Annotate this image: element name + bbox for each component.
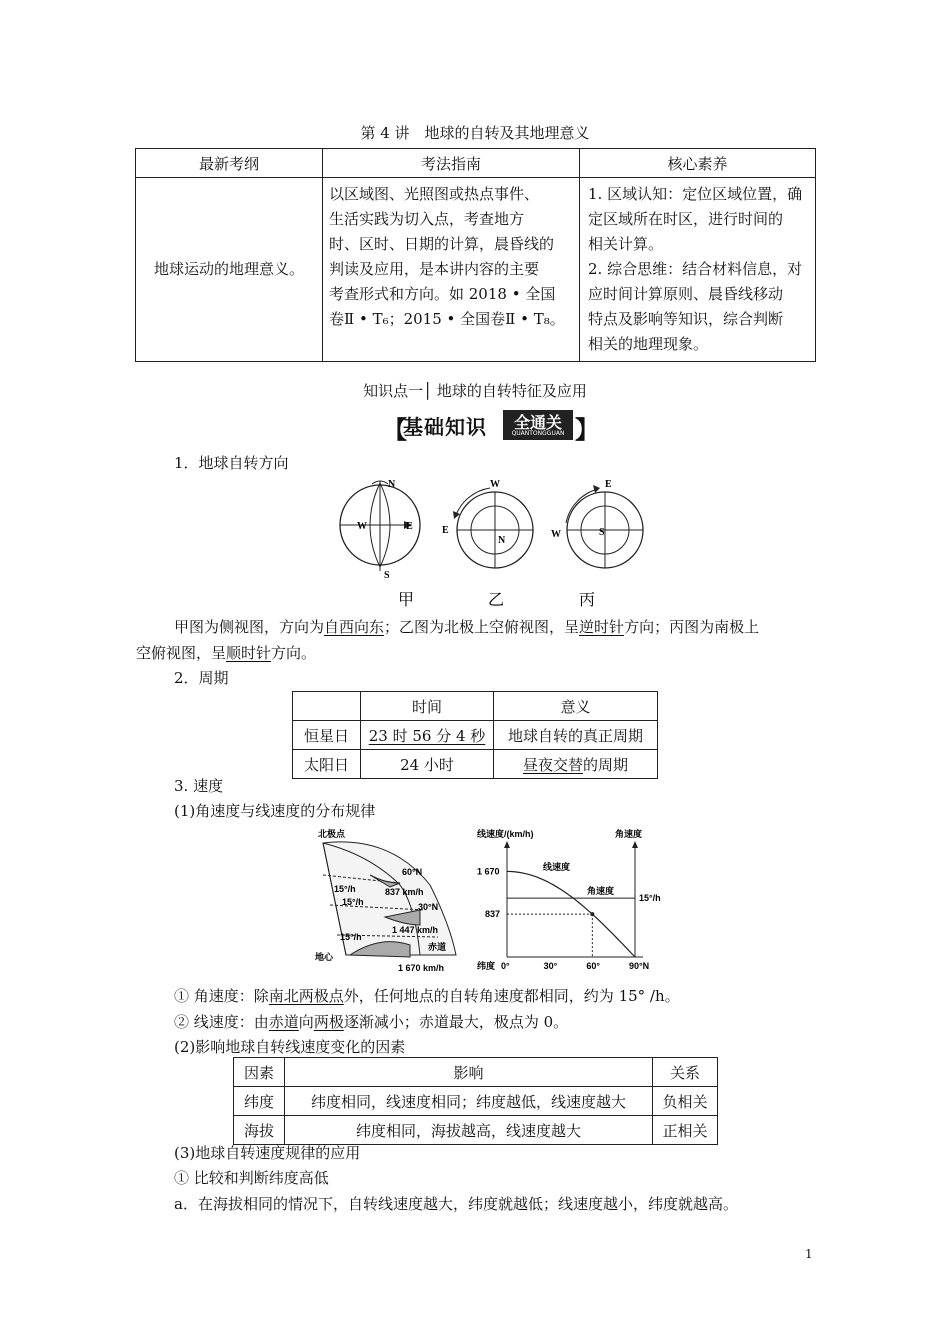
svg-text:60°N: 60°N xyxy=(402,867,423,877)
y-tick-837: 837 xyxy=(485,909,501,920)
svg-text:甲: 甲 xyxy=(398,592,415,609)
svg-text:北极点: 北极点 xyxy=(318,829,346,839)
svg-text:E: E xyxy=(605,479,612,490)
table-row: 恒星日 23 时 56 分 4 秒 地球自转的真正周期 xyxy=(293,721,658,750)
header-syllabus: 最新考纲 xyxy=(136,149,323,178)
speed-chart xyxy=(475,825,675,975)
table-row: 海拔 纬度相同，海拔越高，线速度越大 正相关 xyxy=(234,1116,718,1145)
header-method: 考法指南 xyxy=(323,149,580,178)
svg-text:30°N: 30°N xyxy=(418,902,439,912)
data-point-60 xyxy=(590,912,594,916)
linear-speed-legend: 线速度 xyxy=(543,862,571,873)
globe-jia xyxy=(340,479,420,609)
globe-yi xyxy=(442,479,533,609)
x-tick-label: 60° xyxy=(586,961,600,971)
heading-speed: 3. 速度 xyxy=(174,777,224,795)
x-axis-label: 纬度 xyxy=(477,961,496,971)
svg-text:赤道: 赤道 xyxy=(428,942,447,952)
basic-knowledge-banner: 【 基础知识 全通关 QUANTONGGUAN 】 xyxy=(383,410,593,440)
header-literacy: 核心素养 xyxy=(580,149,816,178)
method-cell: 以区域图、光照图或热点事件、 生活实践为切入点，考查地方 时、区时、日期的计算，晨昏线的 判读及应用，是本讲内容的主要 考查形式和方向。如 2018 • 全国 卷Ⅱ • T₆；2015 • 全国卷Ⅱ • T₈。 xyxy=(323,178,580,362)
y-axis-left-arrow xyxy=(504,841,510,848)
svg-text:N: N xyxy=(388,479,396,490)
heading-period: 2．周期 xyxy=(174,669,229,687)
svg-text:15°/h: 15°/h xyxy=(334,884,356,894)
table-row: 太阳日 24 小时 昼夜交替的周期 xyxy=(293,750,658,779)
heading-compare-latitude: ① 比较和判断纬度高低 xyxy=(174,1169,329,1187)
svg-text:乙: 乙 xyxy=(488,592,505,609)
rotation-direction-figure xyxy=(330,475,650,615)
svg-text:1 447 km/h: 1 447 km/h xyxy=(392,925,439,935)
paragraph-direction-cont: 空俯视图，呈顺时针方向。 xyxy=(136,644,317,662)
globe-cross-section-figure xyxy=(310,825,470,975)
paragraph-angular-speed: ① 角速度：除南北两极点外，任何地点的自转角速度都相同，约为 15° /h。 xyxy=(174,987,680,1005)
heading-rotation-direction: 1．地球自转方向 xyxy=(174,454,289,472)
x-tick-label: 30° xyxy=(543,961,558,971)
svg-text:15°/h: 15°/h xyxy=(342,897,364,907)
angular-speed-legend: 角速度 xyxy=(587,886,615,897)
paragraph-linear-speed: ② 线速度：由赤道向两极逐渐减小；赤道最大，极点为 0。 xyxy=(174,1013,569,1031)
svg-text:S: S xyxy=(384,570,390,581)
svg-text:W: W xyxy=(490,479,500,490)
heading-speed-distribution: (1)角速度与线速度的分布规律 xyxy=(174,802,376,820)
y-axis-right-arrow xyxy=(632,841,638,848)
svg-text:837 km/h: 837 km/h xyxy=(385,887,424,897)
section-heading: 知识点一│ 地球的自转特征及应用 xyxy=(363,382,587,400)
page-number: 1 xyxy=(805,1247,813,1261)
syllabus-cell: 地球运动的地理意义。 xyxy=(136,178,323,362)
svg-text:W: W xyxy=(357,521,367,532)
svg-text:W: W xyxy=(551,529,561,540)
svg-text:丙: 丙 xyxy=(579,592,596,609)
globe-bing xyxy=(551,479,643,609)
literacy-cell: 1. 区域认知：定位区域位置，确 定区域所在时区，进行时间的 相关计算。 2. 综合思维：结合材料信息，对 应时间计算原则、晨昏线移动 特点及影响等知识，综合判断 相关的地理现象。 xyxy=(580,178,816,362)
svg-text:N: N xyxy=(498,535,506,546)
svg-text:1 670 km/h: 1 670 km/h xyxy=(398,963,445,973)
y-axis-right-label: 角速度 xyxy=(615,829,643,839)
svg-text:地心: 地心 xyxy=(315,952,334,962)
paragraph-latitude-rule: a．在海拔相同的情况下，自转线速度越大，纬度就越低；线速度越小，纬度就越高。 xyxy=(174,1195,738,1213)
right-tick-label: 15°/h xyxy=(639,893,661,904)
syllabus-table xyxy=(135,148,816,362)
table-row: 纬度 纬度相同，线速度相同；纬度越低，线速度越大 负相关 xyxy=(234,1087,718,1116)
x-tick-label: 0° xyxy=(501,961,510,971)
y-tick-1670: 1 670 xyxy=(477,866,500,877)
svg-text:15°/h: 15°/h xyxy=(340,932,362,942)
svg-text:E: E xyxy=(442,525,449,536)
heading-application: (3)地球自转速度规律的应用 xyxy=(174,1144,361,1162)
svg-text:S: S xyxy=(599,527,605,538)
x-tick-label: 90°N xyxy=(629,961,650,971)
factors-table: 因素 影响 关系 纬度 纬度相同，线速度相同；纬度越低，线速度越大 负相关 海拔 纬度相同，海拔越高，线速度越大 正相关 xyxy=(233,1057,718,1145)
svg-text:E: E xyxy=(406,521,413,532)
paragraph-direction: 甲图为侧视图，方向为自西向东；乙图为北极上空俯视图，呈逆时针方向；丙图为南极上 xyxy=(174,618,760,636)
y-axis-left-label: 线速度/(km/h) xyxy=(477,829,534,839)
heading-factors: (2)影响地球自转线速度变化的因素 xyxy=(174,1038,406,1056)
period-table: 时间 意义 恒星日 23 时 56 分 4 秒 地球自转的真正周期 太阳日 24 小时 昼夜交替的周期 xyxy=(292,691,658,779)
page-title: 第 4 讲 地球的自转及其地理意义 xyxy=(360,124,590,142)
